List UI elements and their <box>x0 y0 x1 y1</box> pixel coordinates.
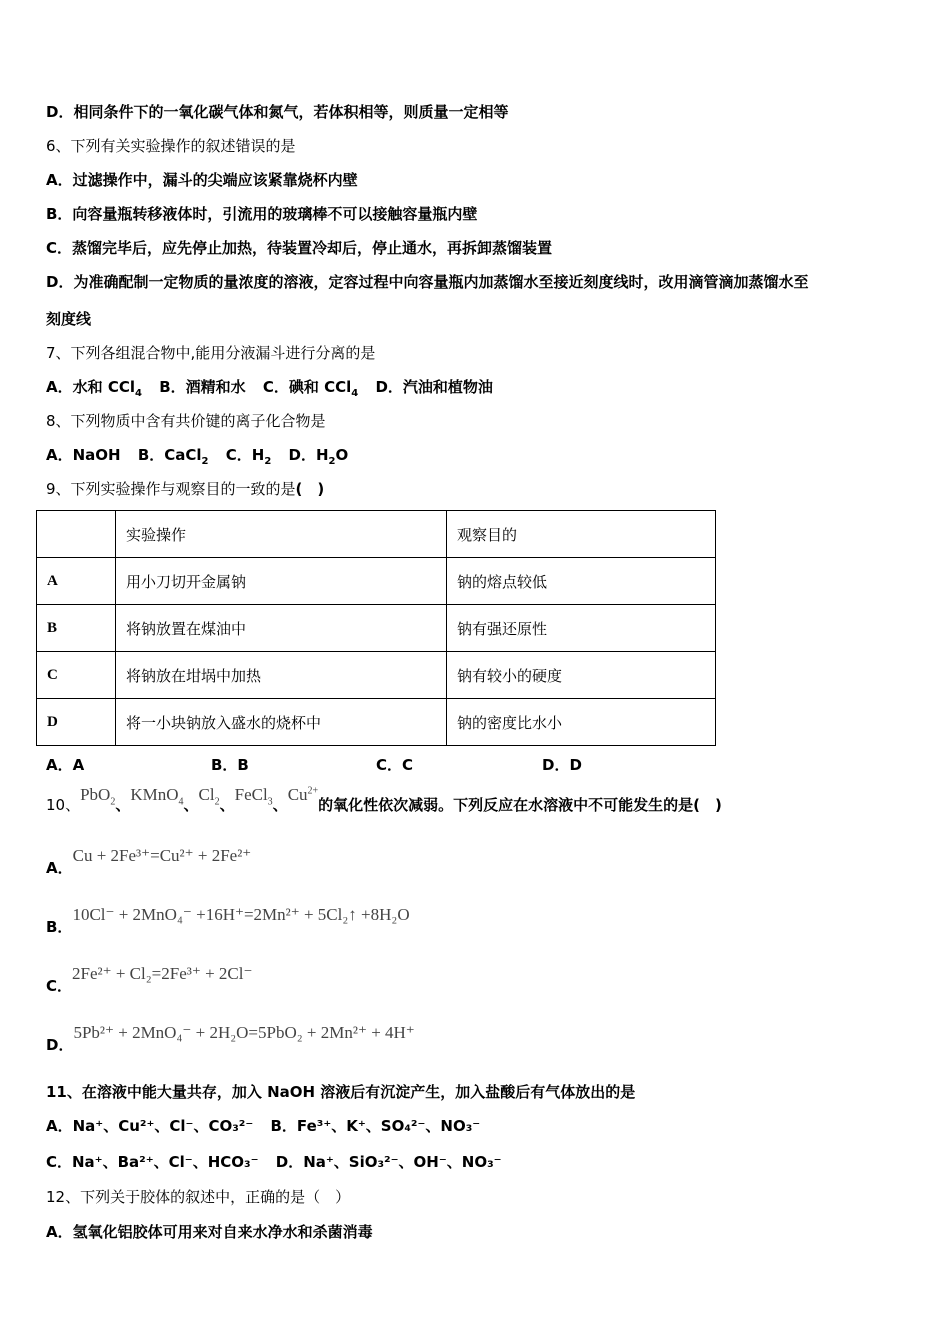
table-row <box>37 558 716 605</box>
q11-options-cd <box>46 1152 502 1172</box>
table-header-cell: 实验操作 <box>116 511 447 558</box>
table-cell: 将钠放置在煤油中 <box>116 605 447 652</box>
q11-option-d: D．Na⁺、SiO₃²⁻、OH⁻、NO₃⁻ <box>275 1153 502 1171</box>
q8-options <box>46 445 348 465</box>
q11-option-c: C．Na⁺、Ba²⁺、Cl⁻、HCO₃⁻ <box>46 1153 259 1171</box>
q6-stem: 6、下列有关实验操作的叙述错误的是 <box>46 137 296 155</box>
q6-option-c: C．蒸馏完毕后，应先停止加热，待装置冷却后，停止通水，再拆卸蒸馏装置 <box>46 239 553 257</box>
q7-option-c: C．碘和 CCl$_4$ <box>262 378 359 399</box>
table-cell: 钠的密度比水小 <box>447 699 716 746</box>
table-cell: D <box>37 699 116 746</box>
table-row <box>37 605 716 652</box>
oxidant-list: PbO$_2$、KMnO$_4$、$Cl_2$、FeCl$_3$、$Cu^{2+}$ <box>80 785 319 814</box>
q10-option-b: B．10Cl⁻ + 2MnO₄⁻ +16H⁺=2Mn²⁺ + 5Cl₂↑ +8H₂O <box>46 905 410 936</box>
q8-option-d: D．$H_2O$ <box>288 446 349 467</box>
q7-option-d: D．汽油和植物油 <box>375 378 493 396</box>
q11-option-a: A．Na⁺、Cu²⁺、Cl⁻、CO₃²⁻ <box>46 1117 254 1135</box>
table-cell: 将一小块钠放入盛水的烧杯中 <box>116 699 447 746</box>
q9-option-a: A．A <box>46 756 85 774</box>
q9-option-d: D．D <box>542 756 582 774</box>
table-cell: 钠有较小的硬度 <box>447 652 716 699</box>
q6-option-d-line2: 刻度线 <box>46 310 92 328</box>
q8-option-c: C．$H_2$ <box>225 446 272 467</box>
q10-option-d: D．5Pb²⁺ + 2MnO₄⁻ + 2H₂O=5PbO₂ + 2Mn²⁺ + 4H⁺ <box>46 1023 415 1054</box>
q5-option-d: D．相同条件下的一氧化碳气体和氮气，若体积相等，则质量一定相等 <box>46 103 509 121</box>
q9-table <box>36 510 716 746</box>
q10-stem: 10、PbO$_2$、KMnO$_4$、$Cl_2$、FeCl$_3$、$Cu^{2+}$的氧化性依次减弱。下列反应在水溶液中不可能发生的是( ) <box>46 785 722 814</box>
q7-options <box>46 377 493 397</box>
q12-stem: 12、下列关于胶体的叙述中，正确的是（ ） <box>46 1188 351 1206</box>
table-cell: 钠的熔点较低 <box>447 558 716 605</box>
table-cell: C <box>37 652 116 699</box>
table-header-cell <box>37 511 116 558</box>
q6-option-d-line1: D．为准确配制一定物质的量浓度的溶液，定容过程中向容量瓶内加蒸馏水至接近刻度线时，改用滴管滴加蒸馏水至 <box>46 273 809 291</box>
table-cell: A <box>37 558 116 605</box>
q11-stem: 11、在溶液中能大量共存，加入 NaOH 溶液后有沉淀产生，加入盐酸后有气体放出的是 <box>46 1083 636 1101</box>
q7-option-b: B．酒精和水 <box>159 378 246 396</box>
q6-option-b: B．向容量瓶转移液体时，引流用的玻璃棒不可以接触容量瓶内壁 <box>46 205 478 223</box>
q9-option-b: B．B <box>211 756 249 774</box>
q11-options-ab <box>46 1116 480 1136</box>
q9-option-c: C．C <box>376 756 414 774</box>
table-row <box>37 699 716 746</box>
q12-option-a: A．氢氧化铝胶体可用来对自来水净水和杀菌消毒 <box>46 1223 373 1241</box>
table-row <box>37 652 716 699</box>
q8-stem: 8、下列物质中含有共价键的离子化合物是 <box>46 412 326 430</box>
q7-option-a: A．水和 CCl$_4$ <box>46 378 142 399</box>
q8-option-b: B．CaCl$_2$ <box>137 446 209 467</box>
table-cell: 用小刀切开金属钠 <box>116 558 447 605</box>
table-header-row <box>37 511 716 558</box>
table-cell: 钠有强还原性 <box>447 605 716 652</box>
q11-option-b: B．Fe³⁺、K⁺、SO₄²⁻、NO₃⁻ <box>270 1117 481 1135</box>
q7-stem: 7、下列各组混合物中,能用分液漏斗进行分离的是 <box>46 344 376 362</box>
q9-stem: 9、下列实验操作与观察目的一致的是( ) <box>46 480 325 498</box>
table-cell: 将钠放在坩埚中加热 <box>116 652 447 699</box>
table-cell: B <box>37 605 116 652</box>
q10-option-c: C．2Fe²⁺ + Cl₂=2Fe³⁺ + 2Cl⁻ <box>46 964 253 995</box>
table-header-cell: 观察目的 <box>447 511 716 558</box>
q6-option-a: A．过滤操作中，漏斗的尖端应该紧靠烧杯内壁 <box>46 171 358 189</box>
q8-option-a: A．NaOH <box>46 446 121 464</box>
q10-option-a: A．Cu + 2Fe³⁺=Cu²⁺ + 2Fe²⁺ <box>46 846 252 877</box>
